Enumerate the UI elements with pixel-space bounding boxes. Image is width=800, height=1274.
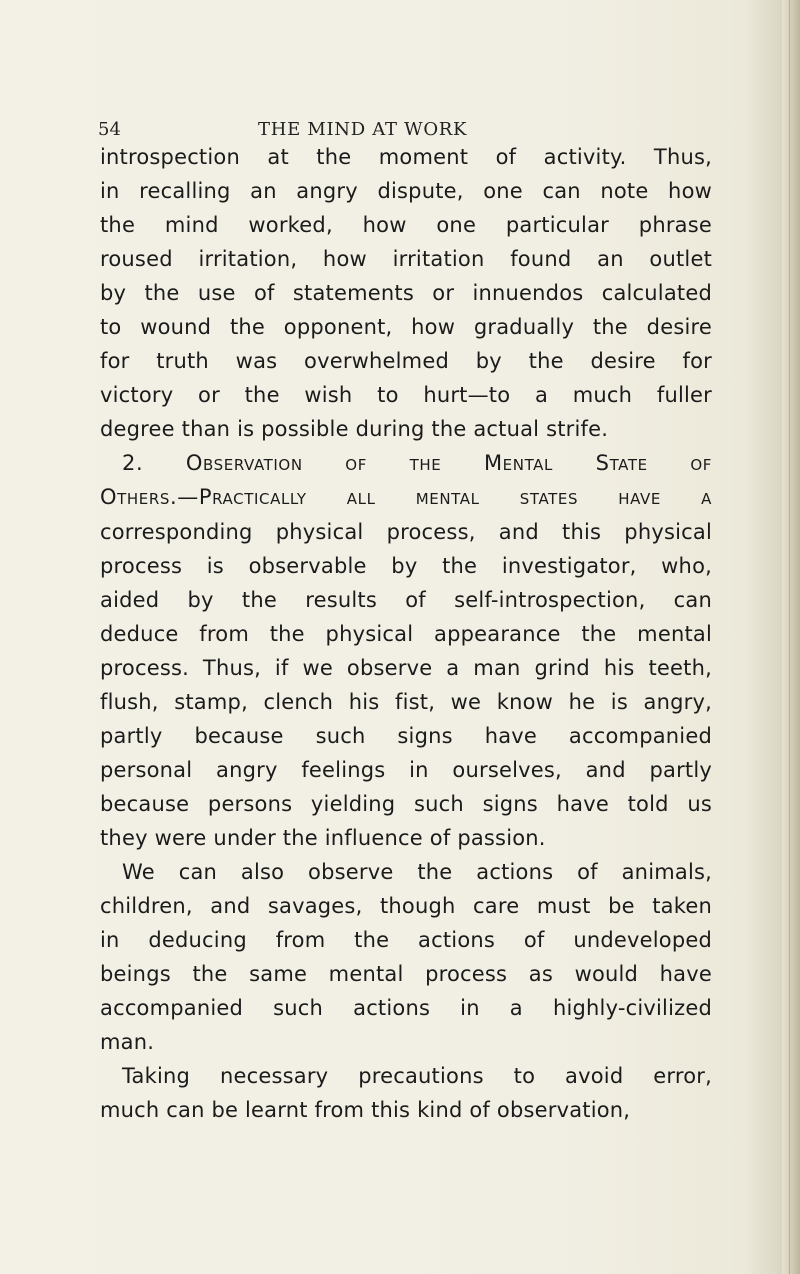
page-edge-shadow [782,0,800,1274]
text-line: the mind worked, how one particular phrase [100,213,712,238]
page-number: 54 [98,119,121,140]
text-line: roused irritation, how irritation found an outlet [100,247,712,272]
text-line: beings the same mental process as would have [100,962,712,987]
text-line: in recalling an angry dispute, one can note how [100,179,712,204]
text-line: process is observable by the investigator, who, [100,553,712,578]
text-line: partly because such signs have accompanied [100,723,712,748]
text-line: to wound the opponent, how gradually the desire [100,315,712,340]
text-line: much can be learnt from this kind of observation, [100,1098,631,1123]
text-line: man. [100,1030,155,1055]
text-line: introspection at the moment of activity. Thus, [100,145,712,169]
text-line: they were under the influence of passion. [100,825,546,850]
text-line: Taking necessary precautions to avoid error, [122,1064,712,1089]
text-line: aided by the results of self-introspection, can [100,587,712,612]
text-line: personal angry feelings in ourselves, and partly [100,757,712,782]
text-line: flush, stamp, clench his fist, we know he is angry, [100,689,712,714]
text-line: process. Thus, if we observe a man grind his teeth, [100,655,712,680]
text-line: by the use of statements or innuendos calculated [100,281,712,306]
text-line: degree than is possible during the actual strife. [100,417,609,442]
text-line: accompanied such actions in a highly-civilized [100,996,712,1021]
text-line: victory or the wish to hurt—to a much fuller [100,383,712,408]
page-edge-line [789,0,790,1274]
text-line: children, and savages, though care must be taken [100,894,712,919]
section-heading-line: Others.—Practically all mental states have a [100,485,712,510]
text-line: corresponding physical process, and this physical [100,519,712,544]
text-line: We can also observe the actions of animals, [122,859,712,884]
text-line: for truth was overwhelmed by the desire for [100,349,712,374]
running-head: THE MIND AT WORK [258,119,468,140]
section-heading-line: 2. Observation of the Mental State of [122,451,712,476]
body-text [100,140,712,1127]
text-line: because persons yielding such signs have told us [100,791,712,816]
text-line: in deducing from the actions of undeveloped [100,928,712,953]
text-line: deduce from the physical appearance the mental [100,621,712,646]
